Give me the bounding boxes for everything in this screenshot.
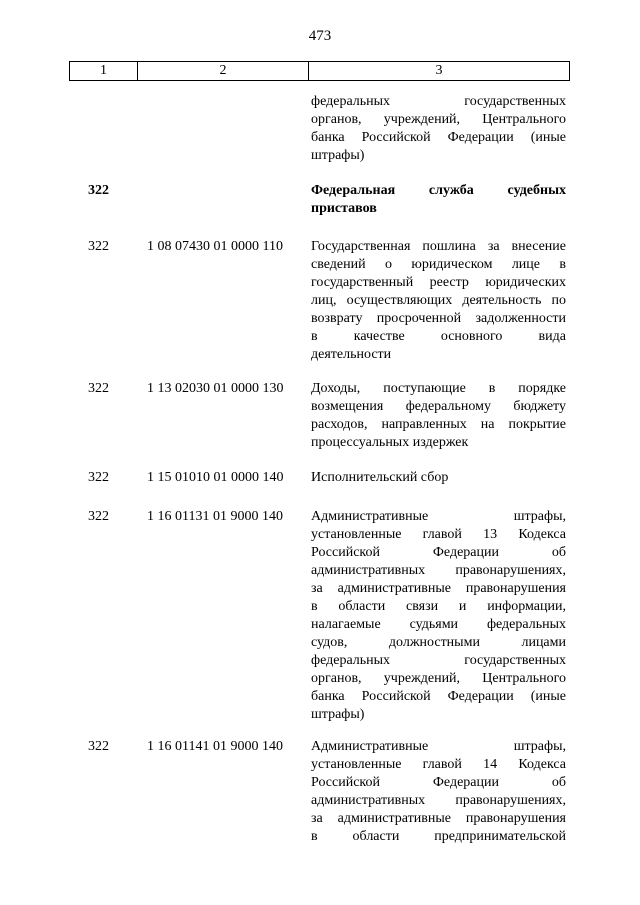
text-line: Российской Федерации об: [311, 775, 566, 790]
income-code: 1 15 01010 01 0000 140: [147, 470, 284, 485]
page-number: 473: [308, 28, 332, 44]
text-line: Доходы, поступающие в порядке: [311, 381, 566, 396]
text-line: банка Российской Федерации (иные: [311, 130, 566, 145]
income-description: [311, 238, 566, 364]
column-header-table: [69, 61, 570, 81]
text-line: установленные главой 14 Кодекса: [311, 757, 566, 772]
text-line: Исполнительский сбор: [311, 470, 449, 485]
text-line: лиц, осуществляющих деятельность по: [311, 293, 566, 308]
text-line: судов, должностными лицами: [311, 635, 566, 650]
text-line: органов, учреждений, Центрального: [311, 671, 566, 686]
admin-code: 322: [88, 739, 109, 754]
text-line: штрафы): [311, 148, 365, 163]
income-code: 1 13 02030 01 0000 130: [147, 381, 284, 396]
income-code: 1 16 01141 01 9000 140: [147, 739, 283, 754]
text-line: органов, учреждений, Центрального: [311, 112, 566, 127]
income-description: [311, 380, 566, 452]
income-code: 1 16 01131 01 9000 140: [147, 509, 283, 524]
text-line: в качестве основного вида: [311, 329, 566, 344]
admin-code: 322: [88, 509, 109, 524]
text-line: федеральных государственных: [311, 94, 566, 109]
income-description: [311, 182, 566, 218]
admin-code: 322: [88, 381, 109, 396]
text-line: за административные правонарушения: [311, 811, 566, 826]
text-line: штрафы): [311, 707, 365, 722]
income-code: 1 08 07430 01 0000 110: [147, 239, 283, 254]
text-line: приставов: [311, 201, 377, 216]
income-description: [311, 469, 566, 487]
text-line: банка Российской Федерации (иные: [311, 689, 566, 704]
admin-code: 322: [88, 470, 109, 485]
text-line: административных правонарушениях,: [311, 563, 566, 578]
text-line: расходов, направленных на покрытие: [311, 417, 566, 432]
text-line: сведений о юридическом лице в: [311, 257, 566, 272]
text-line: установленные главой 13 Кодекса: [311, 527, 566, 542]
text-line: государственный реестр юридических: [311, 275, 566, 290]
continuation-text: [311, 93, 566, 165]
column-header-3: 3: [309, 62, 570, 81]
text-line: Административные штрафы,: [311, 509, 566, 524]
text-line: Российской Федерации об: [311, 545, 566, 560]
admin-code: 322: [88, 183, 109, 198]
column-header-2: 2: [138, 62, 309, 81]
text-line: налагаемые судьями федеральных: [311, 617, 566, 632]
text-line: в области связи и информации,: [311, 599, 566, 614]
text-line: Государственная пошлина за внесение: [311, 239, 566, 254]
income-description: [311, 508, 566, 724]
column-header-1: 1: [70, 62, 138, 81]
text-line: деятельности: [311, 347, 392, 362]
income-description: [311, 738, 566, 846]
text-line: Административные штрафы,: [311, 739, 566, 754]
text-line: Федеральная служба судебных: [311, 183, 566, 198]
text-line: федеральных государственных: [311, 653, 566, 668]
text-line: процессуальных издержек: [311, 435, 469, 450]
text-line: возмещения федеральному бюджету: [311, 399, 566, 414]
text-line: административных правонарушениях,: [311, 793, 566, 808]
text-line: за административные правонарушения: [311, 581, 566, 596]
admin-code: 322: [88, 239, 109, 254]
text-line: в области предпринимательской: [311, 829, 566, 844]
text-line: возврату просроченной задолженности: [311, 311, 566, 326]
